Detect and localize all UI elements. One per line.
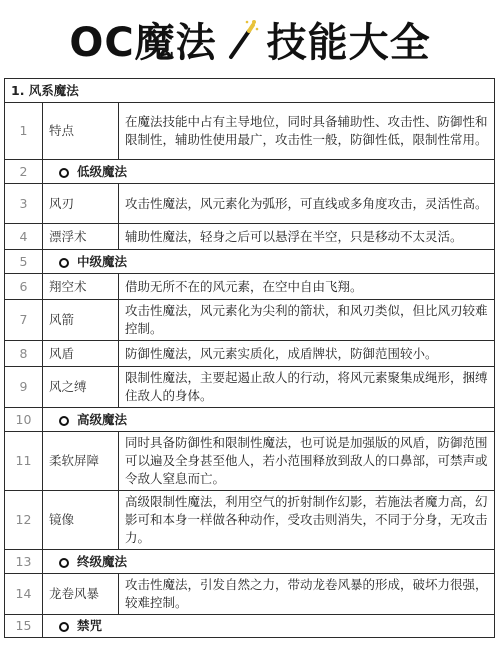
table-row (5, 300, 495, 341)
row-number: 12 (5, 491, 43, 550)
row-number: 5 (5, 250, 43, 274)
circle-bullet-icon (59, 558, 69, 568)
table-row (5, 184, 495, 224)
row-number: 10 (5, 408, 43, 432)
section-header-row (5, 79, 495, 103)
table-row (5, 103, 495, 160)
subsection-title (43, 408, 495, 432)
skill-name: 漂浮术 (43, 224, 119, 250)
skill-name: 风盾 (43, 341, 119, 367)
row-number: 11 (5, 432, 43, 491)
circle-bullet-icon (59, 168, 69, 178)
skill-description: 攻击性魔法，引发自然之力，带动龙卷风暴的形成，破坏力很强，较难控制。 (119, 574, 495, 615)
skill-description: 借助无所不在的风元素，在空中自由飞翔。 (119, 274, 495, 300)
table-row (5, 367, 495, 408)
subsection-title (43, 615, 495, 638)
title-bar (0, 0, 500, 78)
subsection-title (43, 160, 495, 184)
subsection-label: 禁咒 (77, 618, 103, 633)
skill-name: 镜像 (43, 491, 119, 550)
row-number: 1 (5, 103, 43, 160)
subsection-label: 高级魔法 (77, 411, 128, 427)
skill-description: 同时具备防御性和限制性魔法，也可说是加强版的风盾，防御范围可以遍及全身甚至他人，若小范围释放到敌人的口鼻部，可禁声或令敌人窒息而亡。 (119, 432, 495, 491)
table-row (5, 341, 495, 367)
circle-bullet-icon (59, 622, 69, 632)
subsection-label: 中级魔法 (77, 253, 128, 269)
row-number: 8 (5, 341, 43, 367)
subsection-label: 终级魔法 (77, 553, 128, 569)
table-row (5, 574, 495, 615)
skill-name: 翔空术 (43, 274, 119, 300)
row-number: 7 (5, 300, 43, 341)
row-number: 3 (5, 184, 43, 224)
table-row (5, 224, 495, 250)
title-right: 技能大全 (266, 19, 431, 66)
skill-name: 风之缚 (43, 367, 119, 408)
skill-description: 攻击性魔法，风元素化为弧形，可直线或多角度攻击，灵活性高。 (119, 184, 495, 224)
row-number: 6 (5, 274, 43, 300)
skill-description: 限制性魔法，主要起遏止敌人的行动，将风元素聚集成绳形，捆缚住敌人的身体。 (119, 367, 495, 408)
circle-bullet-icon (59, 416, 69, 426)
skill-name: 龙卷风暴 (43, 574, 119, 615)
title-left: OC魔法 (69, 19, 217, 66)
skill-description: 辅助性魔法，轻身之后可以悬浮在半空，只是移动不太灵活。 (119, 224, 495, 250)
skills-table (4, 78, 495, 638)
table-row (5, 274, 495, 300)
skill-description: 在魔法技能中占有主导地位，同时具备辅助性、攻击性、防御性和限制性，辅助性使用最广，攻击性一般，防御性低，限制性常用。 (119, 103, 495, 160)
row-number: 2 (5, 160, 43, 184)
row-number: 13 (5, 550, 43, 574)
subsection-row (5, 615, 495, 638)
subsection-row (5, 160, 495, 184)
subsection-row (5, 250, 495, 274)
skill-description: 攻击性魔法，风元素化为尖利的箭状，和风刃类似，但比风刃较难控制。 (119, 300, 495, 341)
section-title: 1. 风系魔法 (5, 79, 495, 103)
subsection-title (43, 250, 495, 274)
skill-description: 高级限制性魔法，利用空气的折射制作幻影，若施法者魔力高，幻影可和本身一样做各种动作，受攻击则消失，不同于分身，无攻击力。 (119, 491, 495, 550)
subsection-row (5, 550, 495, 574)
circle-bullet-icon (59, 258, 69, 268)
skill-name: 风刃 (43, 184, 119, 224)
row-number: 15 (5, 615, 43, 638)
magic-wand-icon (225, 17, 259, 61)
page-title (69, 11, 430, 68)
table-row (5, 491, 495, 550)
subsection-row (5, 408, 495, 432)
subsection-title (43, 550, 495, 574)
skill-name: 柔软屏障 (43, 432, 119, 491)
subsection-label: 低级魔法 (77, 163, 128, 179)
row-number: 9 (5, 367, 43, 408)
skill-name: 风箭 (43, 300, 119, 341)
row-number: 14 (5, 574, 43, 615)
skill-name: 特点 (43, 103, 119, 160)
row-number: 4 (5, 224, 43, 250)
table-row (5, 432, 495, 491)
skill-description: 防御性魔法，风元素实质化，成盾牌状，防御范围较小。 (119, 341, 495, 367)
